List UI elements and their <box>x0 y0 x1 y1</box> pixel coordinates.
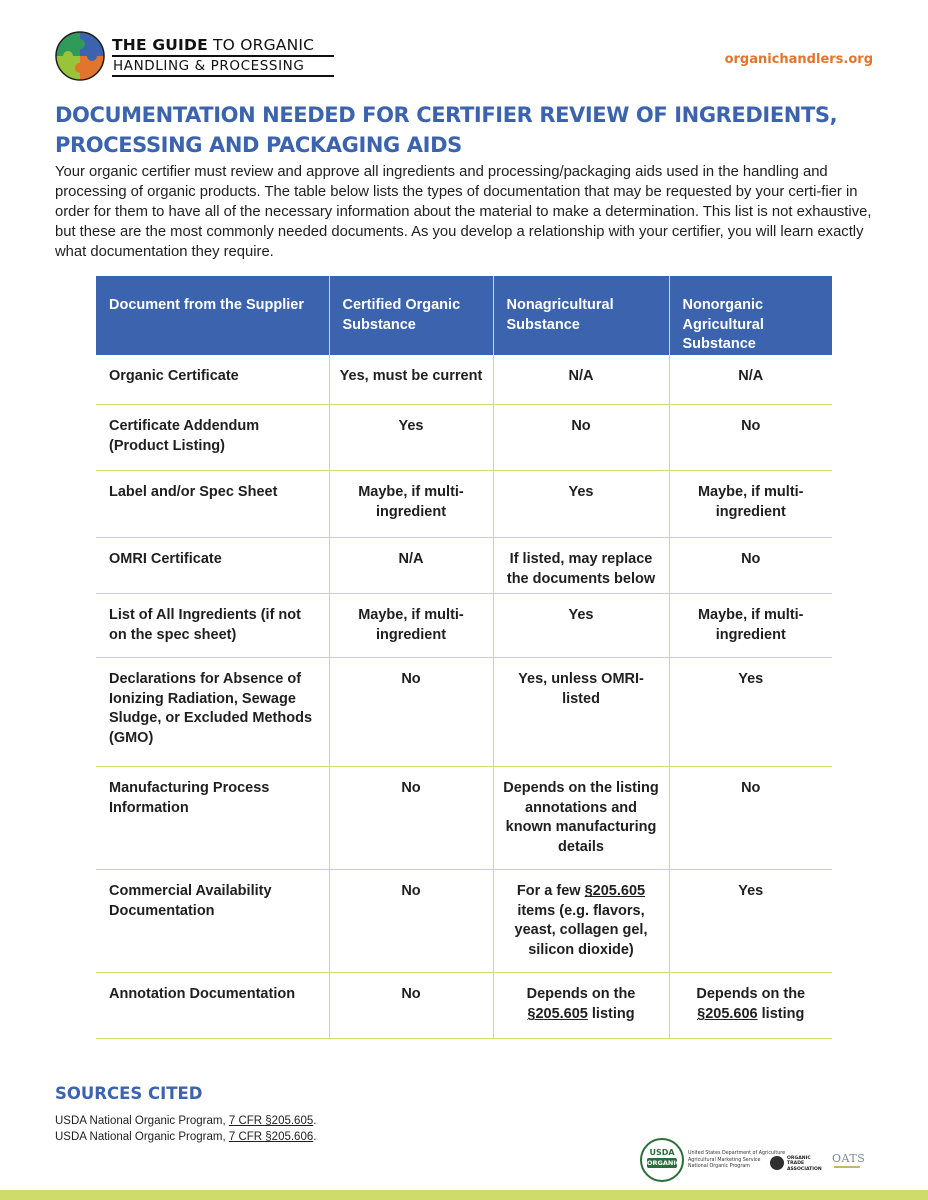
cell-certified-organic: Maybe, if multi-ingredient <box>329 471 493 538</box>
cell-certified-organic: No <box>329 658 493 767</box>
cell-text: Depends on the <box>526 986 636 1003</box>
source-item <box>55 1113 316 1129</box>
cell-nonorganic-agricultural <box>669 973 832 1039</box>
table-row <box>96 594 832 658</box>
footer-bar <box>0 1190 928 1200</box>
row-document: Certificate Addendum (Product Listing) <box>96 405 329 471</box>
table-row <box>96 767 832 870</box>
ota-line: ASSOCIATION <box>787 1166 822 1172</box>
cell-certified-organic: Maybe, if multi-ingredient <box>329 594 493 658</box>
col-header-certified-organic: Certified Organic Substance <box>329 276 493 355</box>
wordmark-rest: TO ORGANIC <box>207 36 315 54</box>
guide-wordmark <box>112 36 334 77</box>
cell-text: For a few <box>516 883 585 900</box>
row-document: OMRI Certificate <box>96 538 329 594</box>
ota-line: ORGANIC <box>787 1156 811 1161</box>
ota-wordmark <box>787 1156 822 1172</box>
site-link[interactable]: organichandlers.org <box>724 52 873 67</box>
usda-line: United States Department of Agriculture <box>688 1151 786 1156</box>
cell-nonagricultural: Depends on the listing annotations and known manufacturing details <box>493 767 669 870</box>
cell-nonorganic-agricultural: Yes <box>669 870 832 973</box>
source-text: . <box>313 1115 317 1127</box>
table-row <box>96 973 832 1039</box>
cell-nonagricultural: Yes <box>493 594 669 658</box>
wordmark-line-2: HANDLING & PROCESSING <box>112 55 334 77</box>
page-title: DOCUMENTATION NEEDED FOR CERTIFIER REVIEW OF INGREDIENTS, PROCESSING AND PACKAGING AIDS <box>55 103 838 157</box>
cell-text: items (e.g. flavors, yeast, collagen gel, silicon dioxide) <box>514 902 648 959</box>
cell-nonorganic-agricultural: No <box>669 767 832 870</box>
cell-text: listing <box>587 1005 635 1022</box>
usda-seal-bottom: ORGANIC <box>647 1159 681 1167</box>
row-document: Manufacturing Process Information <box>96 767 329 870</box>
cell-certified-organic: No <box>329 870 493 973</box>
regulation-link[interactable]: §205.605 <box>584 883 646 900</box>
sources-heading: SOURCES CITED <box>55 1084 203 1103</box>
ota-line: TRADE <box>787 1161 805 1167</box>
source-item <box>55 1129 316 1145</box>
cell-certified-organic: No <box>329 767 493 870</box>
row-document: Organic Certificate <box>96 355 329 405</box>
table-row <box>96 538 832 594</box>
cell-certified-organic: Yes, must be current <box>329 355 493 405</box>
cell-certified-organic: No <box>329 973 493 1039</box>
source-link[interactable]: 7 CFR §205.606 <box>228 1131 314 1143</box>
wordmark-line-1 <box>112 36 334 54</box>
partner-logos <box>640 1138 880 1186</box>
table-header-row <box>96 276 832 355</box>
cell-nonagricultural: No <box>493 405 669 471</box>
table-row <box>96 355 832 405</box>
cell-text: Depends on the <box>696 986 806 1003</box>
wordmark-bold: THE GUIDE <box>112 36 208 54</box>
cell-nonorganic-agricultural: Maybe, if multi-ingredient <box>669 471 832 538</box>
table-row <box>96 471 832 538</box>
table-row <box>96 405 832 471</box>
ota-logo-icon <box>770 1156 784 1170</box>
cell-nonagricultural <box>493 870 669 973</box>
col-header-nonorganic-agricultural: Nonorganic Agricultural Substance <box>669 276 832 355</box>
row-document: Label and/or Spec Sheet <box>96 471 329 538</box>
source-text: . <box>313 1131 317 1143</box>
cell-nonagricultural: Yes <box>493 471 669 538</box>
documentation-table <box>96 276 832 1039</box>
usda-organic-seal <box>640 1138 684 1182</box>
cell-nonagricultural: Yes, unless OMRI-listed <box>493 658 669 767</box>
col-header-document: Document from the Supplier <box>96 276 329 355</box>
row-document: Declarations for Absence of Ionizing Radiation, Sewage Sludge, or Excluded Methods (GMO) <box>96 658 329 767</box>
cell-nonorganic-agricultural: Maybe, if multi-ingredient <box>669 594 832 658</box>
source-text: USDA National Organic Program, <box>55 1131 229 1143</box>
source-text: USDA National Organic Program, <box>55 1115 229 1127</box>
cell-nonagricultural: If listed, may replace the documents below <box>493 538 669 594</box>
oats-underline <box>834 1166 860 1168</box>
usda-line: National Organic Program <box>688 1164 750 1169</box>
row-document: Annotation Documentation <box>96 973 329 1039</box>
table-row <box>96 658 832 767</box>
source-link[interactable]: 7 CFR §205.605 <box>228 1115 314 1127</box>
cell-nonorganic-agricultural: No <box>669 405 832 471</box>
page-header <box>55 31 873 81</box>
cell-nonorganic-agricultural: Yes <box>669 658 832 767</box>
usda-line: Agricultural Marketing Service <box>688 1157 761 1163</box>
cell-nonorganic-agricultural: No <box>669 538 832 594</box>
regulation-link[interactable]: §205.606 <box>697 1005 758 1022</box>
col-header-nonagricultural: Nonagricultural Substance <box>493 276 669 355</box>
sources-list <box>55 1113 316 1145</box>
cell-nonagricultural <box>493 973 669 1039</box>
cell-nonagricultural: N/A <box>493 355 669 405</box>
regulation-link[interactable]: §205.605 <box>527 1005 588 1022</box>
oats-logo: OATS <box>832 1152 866 1165</box>
row-document: Commercial Availability Documentation <box>96 870 329 973</box>
cell-certified-organic: Yes <box>329 405 493 471</box>
usda-seal-top: USDA <box>649 1148 675 1157</box>
intro-paragraph: Your organic certifier must review and approve all ingredients and processing/packaging aids used in the handling and processing of organic products. The table below lists the types of documentation that may be requested by your certi-fier in order for them to have all of the necessary information about the material to make a determination. This list is not exhaustive, but these are the most commonly needed documents. As you develop a relationship with your certifier, you will learn exactly what documentation they require. <box>55 164 872 260</box>
cell-nonorganic-agricultural: N/A <box>669 355 832 405</box>
cell-certified-organic: N/A <box>329 538 493 594</box>
row-document: List of All Ingredients (if not on the spec sheet) <box>96 594 329 658</box>
puzzle-logo-icon <box>55 31 105 81</box>
table-row <box>96 870 832 973</box>
cell-text: listing <box>757 1005 805 1022</box>
